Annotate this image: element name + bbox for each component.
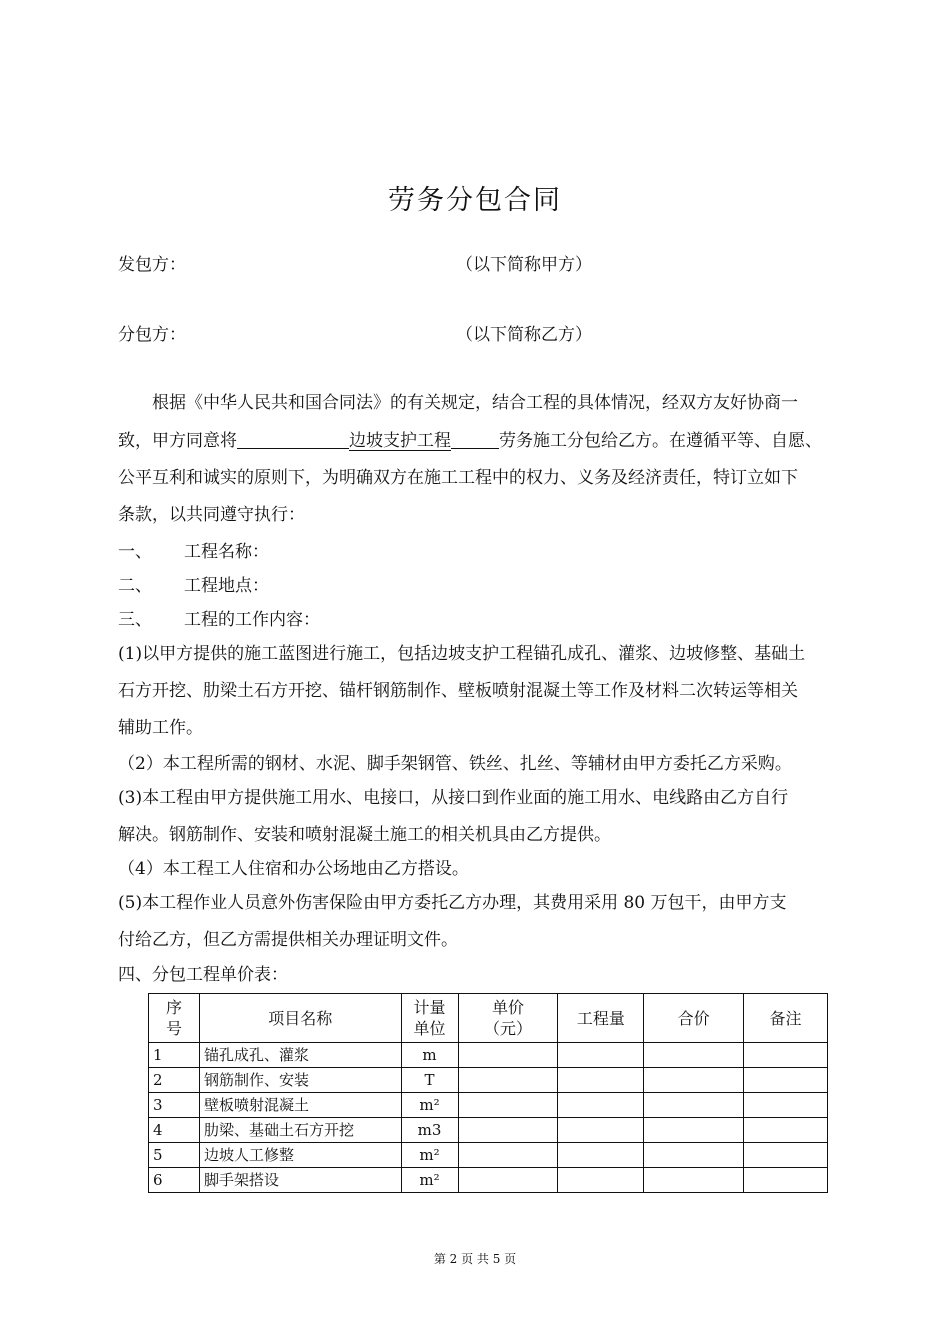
row-name: 边坡人工修整 <box>199 1143 401 1168</box>
project-name: 边坡支护工程 <box>349 431 451 451</box>
header-price: 单价 （元） <box>458 994 558 1043</box>
row-price <box>458 1168 558 1193</box>
row-total <box>644 1043 744 1068</box>
document-title: 劳务分包合同 <box>388 185 562 216</box>
employer-note: （以下简称甲方） <box>456 255 592 275</box>
row-unit: m <box>401 1043 458 1068</box>
section-1-number: 一、 <box>118 542 152 562</box>
row-quantity <box>558 1093 644 1118</box>
section-3-text: 工程的工作内容： <box>184 610 320 630</box>
row-name: 钢筋制作、安装 <box>199 1068 401 1093</box>
row-total <box>644 1118 744 1143</box>
preamble-line-2 <box>118 426 822 451</box>
row-name: 肋梁、基础土石方开挖 <box>199 1118 401 1143</box>
table-row <box>149 1118 828 1143</box>
item-1-line-1: (1)以甲方提供的施工蓝图进行施工，包括边坡支护工程锚孔成孔、灌浆、边坡修整、基础土 <box>118 644 806 664</box>
unit-price-table <box>148 993 828 1193</box>
row-total <box>644 1093 744 1118</box>
row-remark <box>744 1043 828 1068</box>
row-remark <box>744 1118 828 1143</box>
section-2-number: 二、 <box>118 576 152 596</box>
header-seq: 序 号 <box>149 994 200 1043</box>
blank-underline <box>237 430 349 449</box>
preamble-prefix: 致，甲方同意将 <box>118 431 237 451</box>
preamble-suffix: 劳务施工分包给乙方。在遵循平等、自愿、 <box>499 431 822 451</box>
header-remark: 备注 <box>744 994 828 1043</box>
row-seq: 4 <box>149 1118 200 1143</box>
row-unit: m² <box>401 1168 458 1193</box>
row-name: 壁板喷射混凝土 <box>199 1093 401 1118</box>
table-row <box>149 1043 828 1068</box>
row-remark <box>744 1093 828 1118</box>
row-unit: m² <box>401 1093 458 1118</box>
item-5-line-2: 付给乙方，但乙方需提供相关办理证明文件。 <box>118 930 458 950</box>
row-price <box>458 1093 558 1118</box>
row-seq: 2 <box>149 1068 200 1093</box>
row-price <box>458 1068 558 1093</box>
row-name: 锚孔成孔、灌浆 <box>199 1043 401 1068</box>
header-quantity: 工程量 <box>558 994 644 1043</box>
row-quantity <box>558 1118 644 1143</box>
row-unit: T <box>401 1068 458 1093</box>
item-1-line-3: 辅助工作。 <box>118 718 203 738</box>
row-price <box>458 1143 558 1168</box>
table-row <box>149 1093 828 1118</box>
item-3-line-2: 解决。钢筋制作、安装和喷射混凝土施工的相关机具由乙方提供。 <box>118 825 611 845</box>
section-4-heading: 四、分包工程单价表： <box>118 965 288 985</box>
item-2: （2）本工程所需的钢材、水泥、脚手架钢管、铁丝、扎丝、等辅材由甲方委托乙方采购。 <box>118 754 792 774</box>
row-total <box>644 1143 744 1168</box>
subcontractor-label: 分包方： <box>118 325 186 345</box>
subcontractor-note: （以下简称乙方） <box>456 325 592 345</box>
row-total <box>644 1068 744 1093</box>
row-quantity <box>558 1143 644 1168</box>
row-remark <box>744 1068 828 1093</box>
preamble-line-1: 根据《中华人民共和国合同法》的有关规定，结合工程的具体情况，经双方友好协商一 <box>152 393 798 413</box>
header-total: 合价 <box>644 994 744 1043</box>
row-unit: m3 <box>401 1118 458 1143</box>
page-footer: 第 2 页 共 5 页 <box>433 1252 517 1266</box>
section-1 <box>118 537 269 562</box>
row-price <box>458 1043 558 1068</box>
section-2 <box>118 571 269 596</box>
table-row <box>149 1143 828 1168</box>
header-unit: 计量 单位 <box>401 994 458 1043</box>
item-1-line-2: 石方开挖、肋梁土石方开挖、锚杆钢筋制作、壁板喷射混凝土等工作及材料二次转运等相关 <box>118 681 798 701</box>
row-price <box>458 1118 558 1143</box>
row-remark <box>744 1143 828 1168</box>
row-quantity <box>558 1068 644 1093</box>
row-remark <box>744 1168 828 1193</box>
blank-underline <box>451 430 499 449</box>
subcontractor-line <box>118 320 592 345</box>
item-4: （4）本工程工人住宿和办公场地由乙方搭设。 <box>118 859 469 879</box>
preamble-line-3: 公平互利和诚实的原则下，为明确双方在施工工程中的权力、义务及经济责任，特订立如下 <box>118 468 798 488</box>
section-1-text: 工程名称： <box>184 542 269 562</box>
table-row <box>149 1168 828 1193</box>
item-3-line-1: (3)本工程由甲方提供施工用水、电接口，从接口到作业面的施工用水、电线路由乙方自行 <box>118 788 789 808</box>
row-quantity <box>558 1043 644 1068</box>
row-seq: 6 <box>149 1168 200 1193</box>
section-3-number: 三、 <box>118 610 152 630</box>
item-5-line-1: (5)本工程作业人员意外伤害保险由甲方委托乙方办理，其费用采用 80 万包干，由甲方支 <box>118 893 787 913</box>
row-seq: 1 <box>149 1043 200 1068</box>
table-row <box>149 1068 828 1093</box>
row-quantity <box>558 1168 644 1193</box>
table-header-row <box>149 994 828 1043</box>
preamble-line-4: 条款，以共同遵守执行： <box>118 505 305 525</box>
row-name: 脚手架搭设 <box>199 1168 401 1193</box>
row-unit: m² <box>401 1143 458 1168</box>
row-seq: 5 <box>149 1143 200 1168</box>
row-seq: 3 <box>149 1093 200 1118</box>
section-3 <box>118 605 320 630</box>
row-total <box>644 1168 744 1193</box>
section-2-text: 工程地点： <box>184 576 269 596</box>
employer-line <box>118 250 592 275</box>
header-name: 项目名称 <box>199 994 401 1043</box>
employer-label: 发包方： <box>118 255 186 275</box>
